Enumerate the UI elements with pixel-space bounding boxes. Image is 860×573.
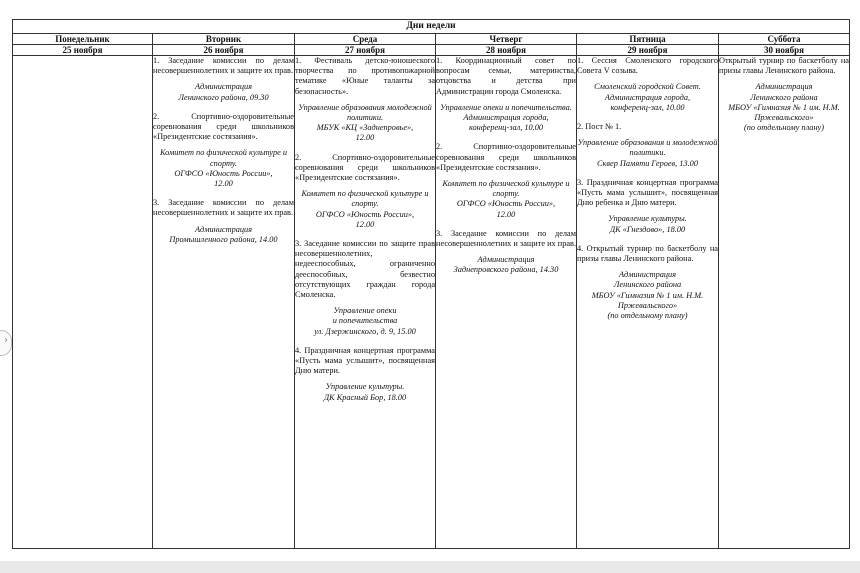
event-organizer-line: Ленинского района	[613, 280, 682, 290]
schedule-table	[12, 19, 850, 549]
event-organizer-line: ОГФСО «Юность России»,	[315, 209, 415, 219]
event-title: 2. Спортивно-оздоровительные соревнования среди школьников «Президентские состязания».	[436, 142, 576, 172]
event-organizer-line: Администрация	[194, 82, 253, 92]
event-title: 2. Спортивно-оздоровительные соревнования среди школьников «Президентские состязания».	[153, 111, 294, 142]
event-title: 1. Сессия Смоленского городского Совета V созыва.	[577, 56, 718, 76]
event-title: 3. Заседание комиссии по защите прав несовершеннолетних, недееспособных, ограниченно дееспособных, безвестно отсутствующих граждан города Смоленска.	[295, 239, 435, 300]
date-header: 27 ноября	[295, 45, 436, 56]
event-item	[577, 122, 718, 169]
event-organizer-line: ДК «Гнездово», 18.00	[609, 224, 686, 234]
event-item	[153, 56, 294, 103]
event-title: 3. Заседание комиссии по делам несовершеннолетних и защите их прав.	[436, 228, 577, 249]
weekday-header: Вторник	[153, 34, 295, 45]
event-organizer-line: ул. Дзержинского, д. 9, 15.00	[314, 326, 416, 336]
event-item	[436, 229, 576, 276]
event-item	[295, 153, 435, 230]
event-organizer-line: Администрация	[618, 270, 677, 280]
weekday-header: Четверг	[436, 34, 577, 45]
event-title: 2. Спортивно-оздоровительные соревнования среди школьников «Президентские состязания».	[295, 152, 435, 183]
event-item	[577, 56, 718, 113]
event-organizer-line: Ленинского района	[750, 92, 818, 102]
event-organizer-line: 12.00	[496, 209, 516, 219]
events-row	[13, 56, 850, 549]
event-item	[577, 244, 718, 321]
event-title: 2. Пост № 1.	[577, 122, 622, 132]
event-title: 1. Фестиваль детско-юношеского творчества по противопожарной тематике «Юные таланты за безопасность».	[295, 56, 435, 96]
event-organizer-line: Администрация	[477, 255, 535, 265]
event-item	[436, 142, 576, 219]
event-title: 4. Открытый турнир по баскетболу на призы главы Ленинского района.	[577, 243, 718, 264]
event-title: 1. Координационный совет по вопросам семьи, материнства, отцовства и детства при Администрации города Смоленска.	[436, 56, 576, 96]
event-organizer-line: Администрация города,	[463, 113, 549, 123]
event-item	[577, 178, 718, 235]
event-organizer-line: 12.00	[355, 219, 375, 229]
event-organizer-line: МБОУ «Гимназия № 1 им. Н.М. Пржевальского»	[728, 102, 840, 123]
event-item	[153, 112, 294, 189]
event-organizer-line: Промышленного района, 14.00	[169, 234, 278, 244]
event-title: Открытый турнир по баскетболу на призы главы Ленинского района.	[719, 56, 849, 76]
event-title: 4. Праздничная концертная программа «Пусть мама услышит», посвященная Дню матери.	[295, 345, 435, 376]
event-organizer-line: Администрация	[194, 224, 253, 234]
event-organizer-line: МБОУ «Гимназия № 1 им. Н.М. Пржевальского»	[591, 290, 704, 310]
weekday-header: Понедельник	[13, 34, 153, 45]
event-organizer-line: Ленинского района, 09.30	[178, 92, 269, 102]
date-header: 26 ноября	[153, 45, 295, 56]
date-header: 29 ноября	[577, 45, 719, 56]
event-organizer-line: Комитет по физической культуре и спорту.	[159, 148, 288, 168]
day-events-cell	[13, 56, 153, 549]
event-item	[295, 239, 435, 337]
event-item	[719, 56, 849, 133]
event-organizer-line: Комитет по физической культуре и спорту.	[301, 189, 429, 209]
table-title: Дни недели	[13, 20, 850, 34]
event-organizer-line: ДК Красный Бор, 18.00	[323, 392, 407, 402]
event-item	[153, 198, 294, 245]
event-organizer-line: ОГФСО «Юность России»,	[174, 168, 273, 178]
event-organizer-line: Управление культуры.	[325, 382, 405, 392]
event-organizer-line: конференц-зал, 10.00	[468, 123, 544, 133]
event-organizer-line: МБУК «КЦ «Заднепровье»,	[316, 123, 414, 133]
date-header-row	[13, 45, 850, 56]
date-header: 28 ноября	[436, 45, 577, 56]
event-organizer-line: Управление образования молодежной политики.	[298, 102, 432, 123]
date-header: 30 ноября	[719, 45, 850, 56]
event-item	[436, 56, 576, 133]
date-header: 25 ноября	[13, 45, 153, 56]
event-title: 3. Заседание комиссии по делам несовершеннолетних и защите их прав.	[153, 198, 294, 218]
weekday-header-row	[13, 34, 850, 45]
event-organizer-line: ОГФСО «Юность России»,	[456, 199, 556, 209]
event-organizer-line: 12.00	[355, 133, 375, 143]
event-organizer-line: Администрация города,	[604, 92, 691, 102]
event-title: 3. Праздничная концертная программа «Пусть мама услышит», посвященная Дню ребенка и Дню матери.	[577, 177, 718, 208]
day-events-cell	[436, 56, 577, 549]
event-item	[295, 56, 435, 144]
event-organizer-line: Смоленский городской Совет.	[594, 82, 701, 92]
event-organizer-line: Комитет по физической культуре и спорту.	[442, 179, 570, 199]
scroll-side-handle[interactable]	[0, 330, 12, 356]
event-organizer-line: Сквер Памяти Героев, 13.00	[597, 158, 698, 168]
day-events-cell	[295, 56, 436, 549]
event-organizer-line: Управление образования и молодежной политики.	[577, 138, 718, 158]
chevron-right-icon: ›	[4, 335, 8, 346]
event-organizer-line: Администрация	[755, 82, 813, 92]
event-organizer-line: Заднепровского района, 14.30	[453, 265, 559, 275]
weekday-header: Среда	[295, 34, 436, 45]
event-organizer-line: Управление опеки и попечительства.	[440, 102, 572, 112]
event-organizer-line: (по отдельному плану)	[607, 311, 688, 321]
event-item	[295, 346, 435, 403]
page-bottom-strip	[0, 561, 860, 573]
weekday-header: Пятница	[577, 34, 719, 45]
day-events-cell	[577, 56, 719, 549]
day-events-cell	[719, 56, 850, 549]
event-title: 1. Заседание комиссии по делам несовершеннолетних и защите их прав.	[153, 56, 294, 76]
event-organizer-line: и попечительства	[332, 316, 398, 326]
event-organizer-line: Управление опеки	[333, 306, 397, 316]
weekday-header: Суббота	[719, 34, 850, 45]
event-organizer-line: 12.00	[214, 179, 233, 189]
event-organizer-line: Управление культуры.	[608, 214, 687, 224]
event-organizer-line: конференц-зал, 10.00	[610, 102, 685, 112]
event-organizer-line: (по отдельному плану)	[743, 123, 825, 133]
day-events-cell	[153, 56, 295, 549]
